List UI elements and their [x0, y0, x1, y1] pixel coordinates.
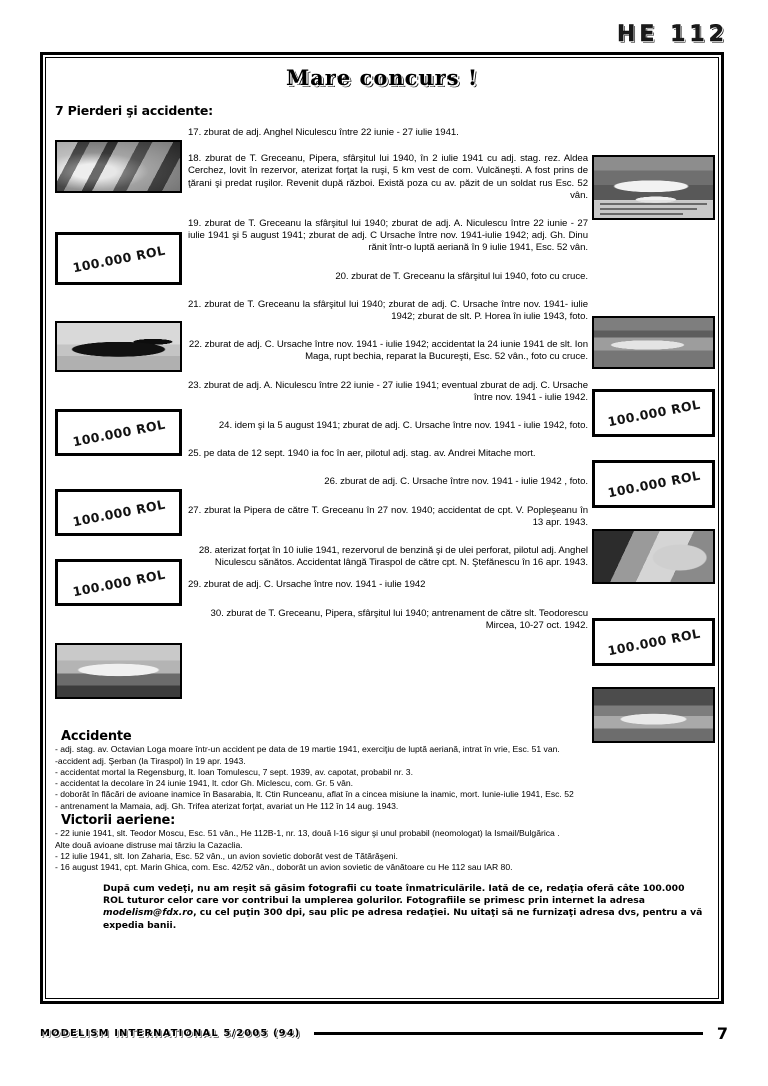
photo-fighter-field [592, 316, 715, 369]
photo-fighter-field-image [594, 318, 713, 367]
accidents-list [55, 744, 711, 812]
prize-coupon [55, 489, 182, 536]
loss-entry: 30. zburat de T. Greceanu, Pipera, sfârşitul lui 1940; antrenament de către slt. Teodorescu Mircea, 10-27 oct. 1942. [210, 607, 588, 631]
section-heading-victories: Victorii aeriene: [61, 813, 176, 829]
contact-email: modelism@fdx.ro [103, 907, 194, 919]
prize-coupon [592, 618, 715, 666]
right-media-column [592, 127, 715, 743]
coupon-amount: 100.000 ROL [605, 396, 702, 430]
loss-entry: 22. zburat de adj. C. Ursache între nov. 1941 - iulie 1942; accidentat la 24 iunie 1941 de slt. Ion Maga, rupt bechia, reparat la Bucureşti, Esc. 52 vân., foto cu cruce. [188, 339, 588, 363]
loss-entry: 20. zburat de T. Greceanu la sfârşitul lui 1940, foto cu cruce. [335, 270, 588, 282]
accident-item: -accident adj. Şerban (la Tiraspol) în 19 apr. 1943. [55, 755, 246, 766]
loss-entry: 18. zburat de T. Greceanu, Pipera, sfârşitul lui 1940, în 2 iulie 1941 cu adj. stag. rez. Aldea Cerchez, lovit în rezervor, aterizat forţat la ruşi, 5 km vest de com. Vulcăneşti. A fost prins de ţărani şi predat ruşilor. Revenit după război. Există poza cu av. păzit de un soldat rus Esc. 52 vân. [188, 153, 588, 201]
loss-entry: 26. zburat de adj. C. Ursache între nov. 1941 - iulie 1942 , foto. [324, 476, 588, 488]
victory-item: - 12 iulie 1941, slt. Ion Zaharia, Esc. 52 vân., un avion sovietic doborât vest de Tătărăşeni. [55, 850, 398, 861]
contest-title: Mare concurs ! [285, 65, 479, 90]
accident-item: - antrenament la Mamaia, adj. Gh. Trifea aterizat forţat, avariat un He 112 în 14 aug. 1943. [55, 800, 399, 811]
photo-wreck-29 [55, 643, 182, 699]
loss-entry: 17. zburat de adj. Anghel Niculescu între 22 iunie - 27 iulie 1941. [188, 127, 459, 138]
coupon-amount: 100.000 ROL [70, 496, 167, 529]
photo-floatplane-captioned [592, 155, 715, 220]
accident-item: - accidentat mortal la Regensburg, lt. Ioan Tomulescu, 7 sept. 1939, av. capotat, probabil nr. 3. [55, 766, 413, 777]
content-frame [40, 52, 724, 1004]
coupon-amount: 100.000 ROL [70, 416, 167, 449]
photo-hangar-mechanics [55, 140, 182, 193]
page-footer [40, 1022, 728, 1044]
loss-entry: 21. zburat de T. Greceanu la sfârşitul lui 1940; zburat de adj. C. Ursache între nov. 1941- iulie 1942; zburat de slt. P. Horea în iulie 1943, foto. [188, 298, 588, 323]
footer-publication: MODELISM INTERNATIONAL 5/2005 (94) [40, 1027, 301, 1039]
accident-item: - doborât în flăcări de avioane inamice în Basarabia, lt. Ctin Runceanu, aflat în a cincea misiune la inamic, mort. Iunie-iulie 1941, Esc. 52 [55, 789, 574, 800]
victory-item: - 22 iunie 1941, slt. Teodor Moscu, Esc. 51 vân., He 112B-1, nr. 13, două I-16 sigur şi unul probabil (neomologat) la Ismail/Bulgărica . [55, 828, 560, 839]
section-heading-accidents: Accidente [61, 729, 132, 744]
loss-entry: 29. zburat de adj. C. Ursache între nov. 1941 - iulie 1942 [188, 579, 426, 591]
loss-entry: 28. aterizat forţat în 10 iulie 1941, rezervorul de benzină şi de ulei perforat, pilotul adj. Anghel Niculescu sănătos. Accidentat lângă Tiraspol de către cpt. N. Ştefănescu în 16 apr. 1943. [198, 545, 588, 569]
lower-prose-sections [55, 731, 711, 932]
loss-entry: 19. zburat de T. Greceanu la sfârşitul lui 1940; zburat de adj. A. Niculescu între 22 iunie - 27 iulie 1941 şi 5 august 1941; zburat de adj. C Ursache între nov. 1941-iulie 1942; adj. Gh. Dinu rănit într-o luptă aeriană în 9 iulie 1941, Esc. 52 vân. [188, 218, 588, 254]
photo-dark-bomber [55, 321, 182, 372]
loss-entry: 23. zburat de adj. A. Niculescu între 22 iunie - 27 iulie 1941; eventual zburat de adj. C. Ursache între nov. 1941 - iulie 1942. [188, 379, 588, 403]
loss-entry: 27. zburat la Pipera de către T. Greceanu în 27 nov. 1940; accidentat de cpt. V. Popleşeanu în 13 apr. 1943. [188, 504, 588, 528]
accident-item: - adj. stag. av. Octavian Loga moare într-un accident pe data de 19 martie 1941, exerciţiu de luptă aeriană, intrat în vrie, Esc. 51 van. [55, 744, 560, 755]
prize-coupon [592, 389, 715, 437]
offer-text-part1: După cum vedeţi, nu am reşit să găsim fotografii cu toate înmatriculările. Iată de ce, redaţia oferă câte 100.000 ROL tuturor celor care vor contribui la umplerea golurilor. Fotografiile se primesc prin internet la adresa [103, 882, 685, 906]
page-header-designation: HE 112 [616, 22, 728, 47]
photo-tail-26 [592, 529, 715, 584]
prize-coupon [55, 232, 182, 285]
prize-coupon [55, 409, 182, 456]
prize-coupon [592, 460, 715, 508]
coupon-amount: 100.000 ROL [70, 242, 167, 275]
offer-text-part2: , cu cel puţin 300 dpi, sau plic pe adresa redaţiei. Nu uitaţi să ne furnizaţi adresa dvs, pentru a vă expedia banii. [103, 907, 703, 931]
footer-page-number: 7 [716, 1023, 728, 1043]
loss-entry: 25. pe data de 12 sept. 1940 ia foc în aer, pilotul adj. stag. av. Andrei Mitache mort. [188, 448, 536, 460]
footer-divider [314, 1032, 702, 1035]
left-media-column [55, 127, 182, 699]
editorial-offer-note [55, 883, 711, 933]
photo-caption-strip [594, 200, 713, 218]
prize-coupon [55, 559, 182, 606]
loss-entry: 24. idem şi la 5 august 1941; zburat de adj. C. Ursache între nov. 1941 - iulie 1942, foto. [218, 420, 588, 432]
photo-dark-bomber-image [57, 323, 180, 370]
coupon-amount: 100.000 ROL [605, 625, 702, 659]
losses-entry-list [188, 127, 588, 642]
victory-item: - 16 august 1941, cpt. Marin Ghica, com. Esc. 42/52 vân., doborât un avion sovietic de vânătoare cu He 112 sau IAR 80. [55, 862, 513, 873]
photo-wreck-29-image [57, 645, 180, 697]
victory-item: Alte două avioane distruse mai târziu la Cazaclia. [55, 839, 243, 850]
photo-tail-26-image [594, 531, 713, 582]
photo-hangar-mechanics-image [57, 142, 180, 191]
section-heading-losses: 7 Pierderi şi accidente: [55, 103, 213, 118]
coupon-amount: 100.000 ROL [605, 467, 702, 501]
accident-item: - accidentat la decolare în 24 iunie 1941, lt. cdor Gh. Miclescu, com. Gr. 5 vân. [55, 778, 354, 789]
coupon-amount: 100.000 ROL [70, 566, 167, 599]
victories-list [55, 828, 711, 873]
